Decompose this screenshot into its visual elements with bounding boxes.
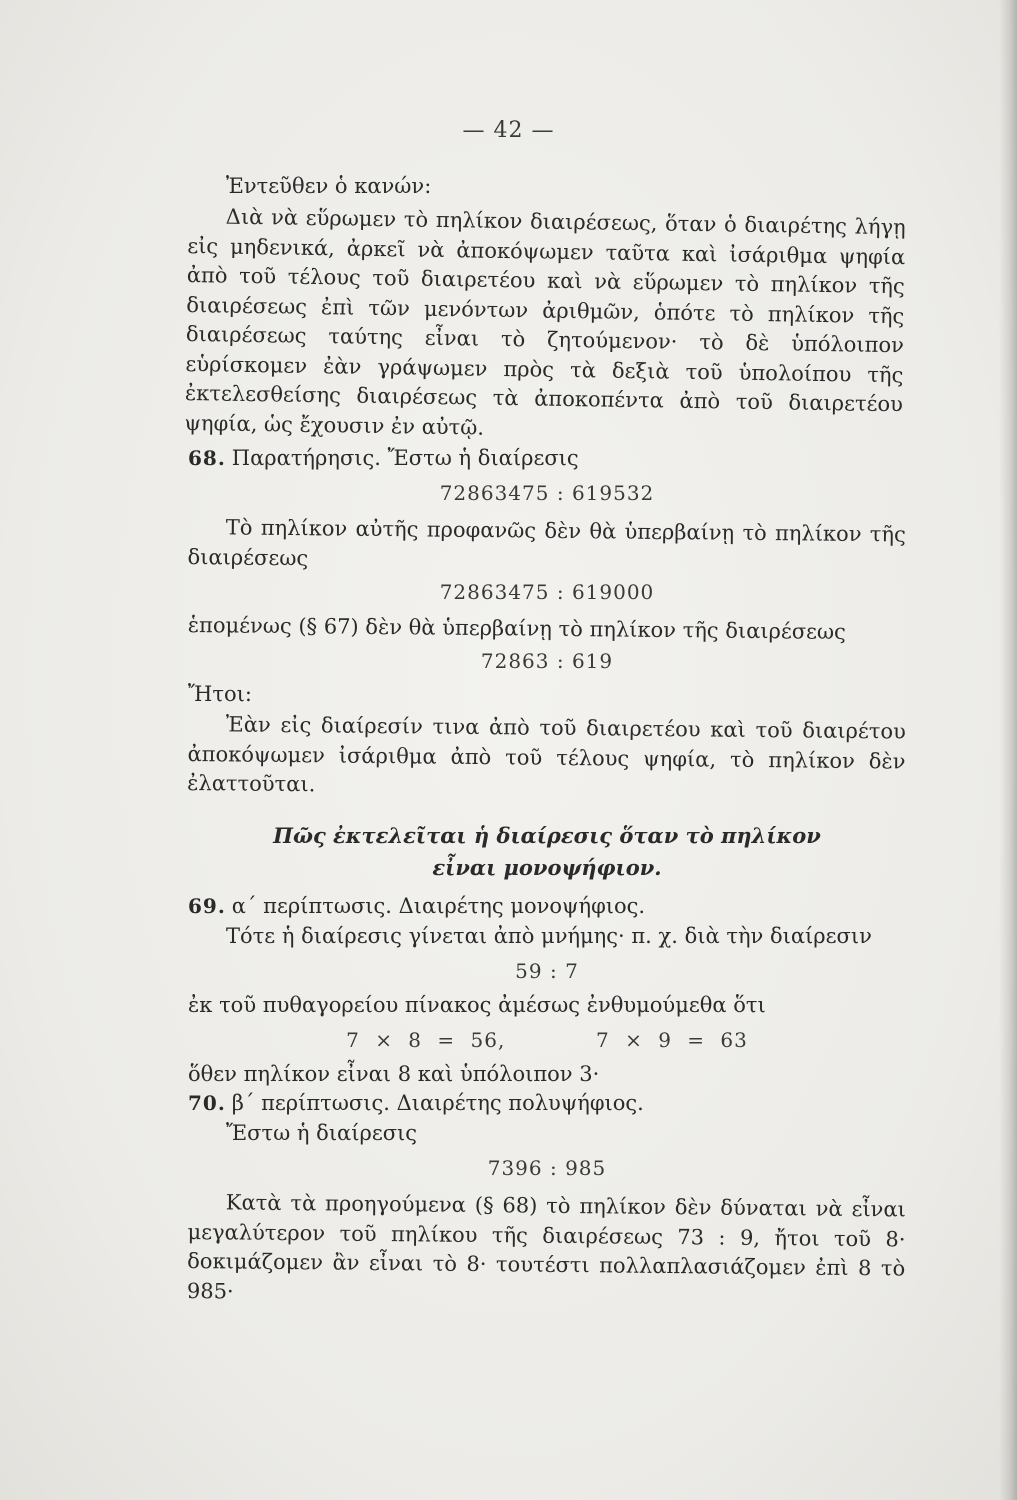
section-69-text-1: Τότε ἡ διαίρεσις γίνεται ἀπὸ μνήμης· π. χ. διὰ τὴν διαίρεσιν (226, 923, 872, 948)
section-69-number: 69. (188, 894, 226, 918)
division-example-2: 72863475 : 619000 (439, 579, 655, 604)
page-edge-shadow (999, 0, 1017, 1500)
section-68-text-2: ἑπομένως (§ 67) δὲν θὰ ὑπερβαίνῃ τὸ πηλίκον τῆς διαιρέσεως (187, 612, 847, 644)
equation-1: 7 × 8 = 56, (346, 1028, 506, 1052)
multiplication-equations (188, 1026, 906, 1056)
rule-intro: Ἐντεῦθεν ὁ κανών: (226, 174, 432, 198)
section-heading (188, 820, 906, 884)
section-69-intro (188, 892, 906, 922)
section-69-intro-text: α΄ περίπτωσις. Διαιρέτης μονοψήφιος. (231, 894, 646, 918)
page-number: — 42 — (462, 118, 555, 143)
division-example-4: 59 : 7 (515, 959, 579, 983)
section-70-intro (188, 1089, 906, 1119)
section-69-text-3: ὅθεν πηλίκον εἶναι 8 καὶ ὑπόλοιπον 3· (188, 1061, 600, 1086)
page-body (184, 172, 906, 1306)
section-68-conclusion: Ἐὰν εἰς διαίρεσίν τινα ἀπὸ τοῦ διαιρετέου καὶ τοῦ διαιρέτου ἀποκόψωμεν ἰσάριθμα ἀπὸ τοῦ τέλους ψηφία, τὸ πηλίκον δὲν ἐλαττοῦται. (187, 711, 906, 796)
section-heading-line-1: Πῶς ἐκτελεῖται ἡ διαίρεσις ὅταν τὸ πηλίκον (273, 823, 821, 848)
section-68-text-1: Τὸ πηλίκον αὐτῆς προφανῶς δὲν θὰ ὑπερβαίνῃ τὸ πηλίκον τῆς διαιρέσεως (187, 514, 906, 570)
section-heading-line-2: εἶναι μονοψήφιον. (432, 855, 662, 880)
section-70-text-2: Κατὰ τὰ προηγούμενα (§ 68) τὸ πηλίκον δὲν δύναται νὰ εἶναι μεγαλύτερον τοῦ πηλίκου τῆς διαιρέσεως 73 : 9, ἤτοι τοῦ 8· δοκιμάζομεν ἂν εἶναι τὸ 8· τουτέστι πολλαπλασιάζομεν ἐπὶ 8 τὸ 985· (186, 1189, 906, 1303)
equation-2: 7 × 9 = 63 (596, 1028, 748, 1052)
section-69-text-2: ἐκ τοῦ πυθαγορείου πίνακος ἀμέσως ἐνθυμούμεθα ὅτι (188, 992, 766, 1017)
section-70-intro-text: β΄ περίπτωσις. Διαιρέτης πολυψήφιος. (231, 1091, 644, 1115)
section-68-number: 68. (188, 445, 226, 470)
section-68-intro-text: Παρατήρησις. Ἔστω ἡ διαίρεσις (231, 445, 579, 470)
division-example-1: 72863475 : 619532 (439, 481, 655, 505)
rule-text: Διὰ νὰ εὕρωμεν τὸ πηλίκον διαιρέσεως, ὅταν ὁ διαιρέτης λήγῃ εἰς μηδενικά, ἀρκεῖ νὰ ἀποκόψωμεν ταῦτα καὶ ἰσάριθμα ψηφία ἀπὸ τοῦ τέλους τοῦ διαιρετέου καὶ νὰ εὕρωμεν τὸ πηλίκον τῆς διαιρέσεως ἐπὶ τῶν μενόντων ἀριθμῶν, ὁπότε τὸ πηλίκον τῆς διαιρέσεως ταύτης εἶναι τὸ ζητούμενον· τὸ δὲ ὑπόλοιπον εὑρίσκομεν ἐὰν γράψωμεν πρὸς τὰ δεξιὰ τοῦ ὑπολοίπου τῆς ἐκτελεσθείσης διαιρέσεως τὰ ἀποκοπέντα ἀπὸ τοῦ διαιρετέου ψηφία, ὡς ἔχουσιν ἐν αὐτῷ. (184, 204, 906, 439)
division-example-5: 7396 : 985 (487, 1156, 607, 1180)
section-70-number: 70. (188, 1091, 226, 1115)
division-example-3: 72863 : 619 (480, 648, 614, 673)
section-68-intro (188, 444, 906, 474)
htoi-label: Ἤτοι: (188, 682, 252, 706)
section-70-text-1: Ἔστω ἡ διαίρεσις (226, 1120, 418, 1145)
